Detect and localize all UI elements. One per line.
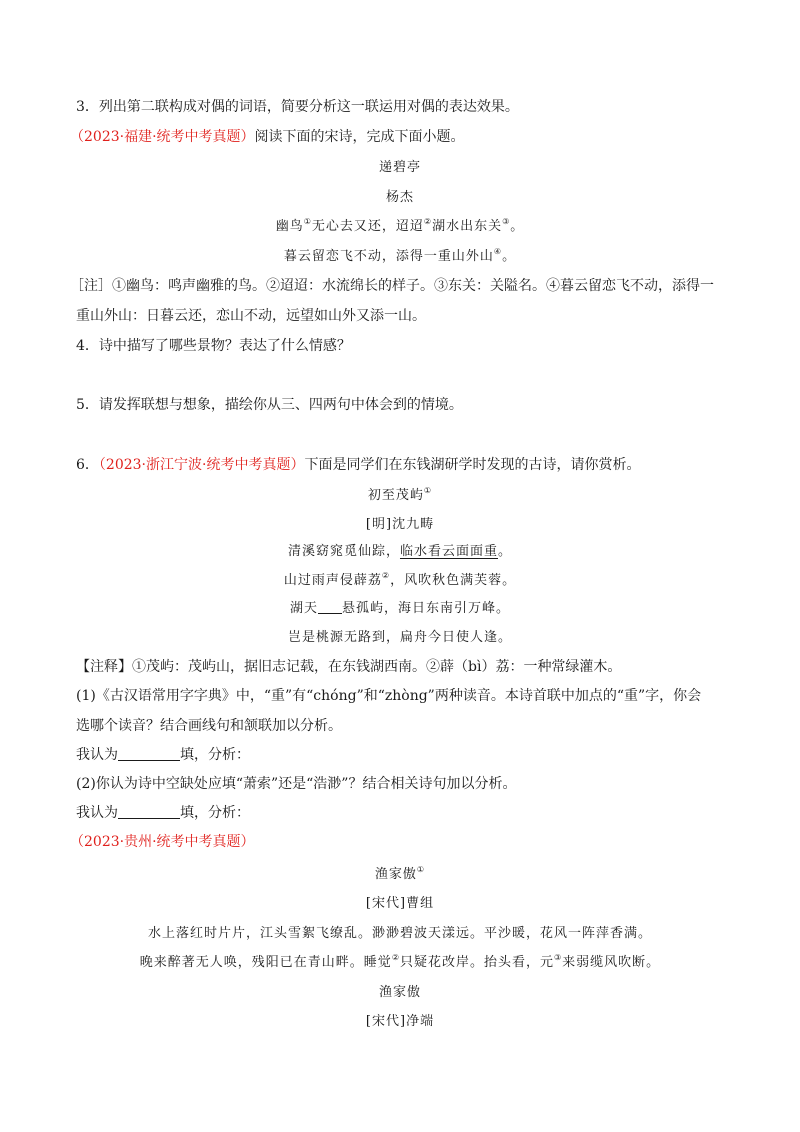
poem-text: 来弱缆风吹断。 bbox=[562, 955, 661, 970]
poem-3-title bbox=[0, 865, 800, 885]
poem-3-line-1: 水上落红时片片，江头雪絮飞缭乱。渺渺碧波天漾远。平沙暖，花风一阵萍香满。 bbox=[147, 926, 652, 941]
footnote-marker: ③ bbox=[554, 953, 563, 962]
poem-text: 。 bbox=[510, 219, 525, 234]
poem-1-line-2 bbox=[0, 247, 800, 267]
source-1-instruction: 阅读下面的宋诗，完成下面小题。 bbox=[254, 129, 465, 145]
question-6-number: 6． bbox=[76, 457, 99, 473]
poem-2-author: [明]沈九畴 bbox=[365, 517, 435, 532]
footnote-marker: ① bbox=[423, 486, 433, 495]
source-tag-guizhou bbox=[70, 832, 255, 852]
poem-1-notes-line-1: ［注］①幽鸟：鸣声幽雅的鸟。②迢迢：水流绵长的样子。③东关：关隘名。④暮云留恋飞不动，添得一 bbox=[70, 278, 714, 294]
poem-text: 清溪窈窕觅仙踪， bbox=[287, 544, 400, 559]
poem-text: 。 bbox=[498, 544, 513, 559]
poem-text: 山过雨声侵薜荔 bbox=[283, 573, 382, 588]
sub-question-1-line-1: (1)《古汉语常用字字典》中，“重”有“chóng”和“zhòng”两种读音。本诗首联中加点的“重”字，你会 bbox=[76, 688, 702, 704]
question-6-header bbox=[76, 455, 640, 475]
fill-blank bbox=[318, 599, 342, 614]
poem-1-notes-line-2: 重山外山：日暮云还，恋山不动，远望如山外又添一山。 bbox=[76, 308, 426, 324]
poem-4-author: [宋代]净端 bbox=[365, 1014, 435, 1029]
poem-2-line-3 bbox=[0, 599, 800, 619]
answer-prefix: 我认为 bbox=[76, 747, 118, 763]
answer-line-2 bbox=[76, 803, 250, 823]
poem-2-line-4: 岂是桃源无路到，扁舟今日使人逢。 bbox=[287, 630, 512, 645]
poem-text: 只疑花改岸。抬头看，元 bbox=[399, 955, 554, 970]
poem-text: 暮云留恋飞不动，添得一重山外山 bbox=[283, 249, 494, 264]
source-line-1 bbox=[70, 127, 465, 147]
answer-blank[interactable] bbox=[118, 804, 180, 819]
footnote-marker: ① bbox=[416, 865, 426, 874]
question-3-text: 3．列出第二联构成对偶的词语，简要分析这一联运用对偶的表达效果。 bbox=[76, 99, 519, 115]
poem-1-title: 递碧亭 bbox=[378, 160, 421, 175]
poem-title-text: 渔家傲 bbox=[374, 867, 417, 882]
poem-1-line-1 bbox=[0, 217, 800, 237]
poem-4-title: 渔家傲 bbox=[378, 985, 421, 1000]
source-tag-ningbo: （2023·浙江宁波·统考中考真题） bbox=[98, 457, 305, 473]
poem-2-title bbox=[0, 486, 800, 506]
poem-1-author: 杨杰 bbox=[385, 190, 414, 205]
question-3 bbox=[76, 97, 519, 117]
poem-2-line-1 bbox=[0, 542, 800, 562]
answer-suffix: 填，分析： bbox=[180, 805, 250, 821]
poem-text: 晚来醉著无人唤，残阳已在青山畔。睡觉 bbox=[139, 955, 392, 970]
question-4: 4．诗中描写了哪些景物？表达了什么情感？ bbox=[76, 338, 351, 354]
poem-text: 幽鸟 bbox=[275, 219, 304, 234]
underlined-line: 临水看云面面重 bbox=[399, 544, 498, 559]
poem-2-notes: 【注释】①茂屿：茂屿山，据旧志记载，在东钱湖西南。②薜（bì）荔：一种常绿灌木。 bbox=[76, 659, 622, 675]
footnote-marker: ① bbox=[303, 217, 312, 226]
poem-3-line-2 bbox=[0, 953, 800, 973]
poem-text: ，风吹秋色满芙蓉。 bbox=[390, 573, 517, 588]
answer-blank[interactable] bbox=[118, 746, 180, 761]
poem-text: 湖水出东关 bbox=[432, 219, 503, 234]
footnote-marker: ② bbox=[391, 953, 400, 962]
footnote-marker: ③ bbox=[502, 217, 511, 226]
question-5: 5．请发挥联想与想象，描绘你从三、四两句中体会到的情境。 bbox=[76, 397, 463, 413]
source-tag-fujian: （2023·福建·统考中考真题） bbox=[70, 129, 255, 145]
sub-question-2: (2)你认为诗中空缺处应填“萧索”还是“浩渺”？结合相关诗句加以分析。 bbox=[76, 776, 517, 792]
question-6-instruction: 下面是同学们在东钱湖研学时发现的古诗，请你赏析。 bbox=[304, 457, 641, 473]
source-tag-text: （2023·贵州·统考中考真题） bbox=[70, 834, 255, 850]
poem-title-text: 初至茂屿 bbox=[367, 488, 424, 503]
poem-text: 。 bbox=[502, 249, 517, 264]
answer-prefix: 我认为 bbox=[76, 805, 118, 821]
answer-line-1 bbox=[76, 745, 250, 765]
footnote-marker: ② bbox=[381, 571, 391, 580]
poem-text: 悬孤屿，海日东南引万峰。 bbox=[342, 601, 511, 616]
poem-2-line-2 bbox=[0, 571, 800, 591]
footnote-marker: ② bbox=[423, 217, 433, 226]
footnote-marker: ④ bbox=[493, 247, 503, 256]
sub-question-1-line-2: 选哪个读音？结合画线句和颔联加以分析。 bbox=[76, 718, 342, 734]
poem-text: 湖天 bbox=[289, 601, 318, 616]
poem-3-author: [宋代]曹组 bbox=[365, 896, 435, 911]
answer-suffix: 填，分析： bbox=[180, 747, 250, 763]
poem-text: 无心去又还，迢迢 bbox=[311, 219, 424, 234]
